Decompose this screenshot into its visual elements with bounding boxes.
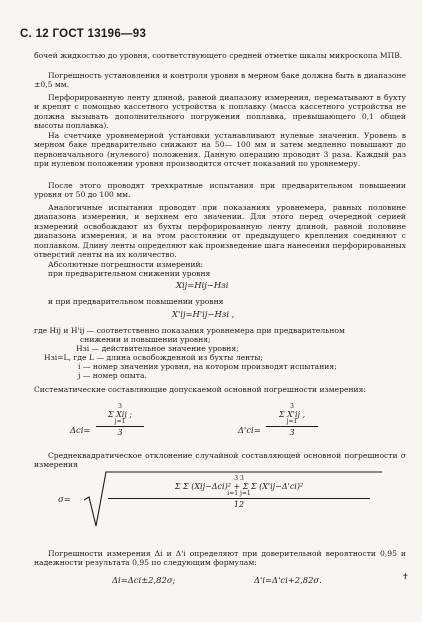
sum-upper-limit: 3: [118, 403, 122, 410]
formula-sys1-left: Δci=: [70, 425, 91, 435]
formula-xij: Xij=Hij−Hзi: [176, 280, 229, 290]
formula-xij-prime: X'ij=H'ij−Hзi ,: [172, 309, 235, 319]
definition-index-j: j — номер опыта.: [78, 371, 147, 380]
formula-sys1-sum: Σ Xij ;: [107, 410, 133, 419]
fraction-denominator: 3: [117, 428, 123, 437]
definition-tape-length: Hзi=L, где L — длина освобожденной из бухты ленты;: [44, 353, 263, 362]
formula-sigma-fraction: [108, 476, 370, 509]
sigma-upper-limits: 3 3: [234, 475, 244, 482]
paragraph-counter: На счетчике уровнемерной установки устанавливают нулевые значения. Уровень в мерном баке предварительно снижают на 50— 100 мм и затем медленно повышают до первоначального (нулевого) положения. Данную операцию проводят 3 раза. Каждый раз при нулевом положении уровня производится отсчет показаний по уровнемеру.: [34, 131, 406, 169]
sum-upper-limit: 3: [290, 403, 294, 410]
paragraph-abs-errors: Абсолютные погрешности измерений:: [48, 260, 204, 269]
paragraph-std-deviation: Среднеквадратическое отклонение случайной составляющей основной погрешности σ измерения: [34, 451, 406, 470]
formula-sigma-denominator: 12: [233, 500, 245, 509]
paragraph-continuation: бочей жидкостью до уровня, соответствующего средней отметке шкалы микроскопа МПВ.: [34, 51, 403, 60]
paragraph-raising: и при предварительном повышении уровня: [48, 297, 224, 306]
formula-sys1-fraction: [96, 404, 144, 437]
formula-result-2: Δ'i=Δ'ci+2,82σ.: [254, 575, 322, 585]
sigma-lower-limits: i=1 j=1: [227, 490, 251, 497]
paragraph-tape: Перфорированную ленту длиной, равной диапазону измерения, перематывают в бухту и крепят с помощью кассетного устройства к поплавку (масса кассетного устройства не должна вызывать дополнительного погружения поплавка, превышающего 0,1 общей высоты поплавка).: [34, 93, 406, 131]
paragraph-similar: Аналогичные испытания проводят при показаниях уровнемера, равных половине диапазона измерения, и верхнем его значении. Для этого перед очередной серией измерений освобождают из бухты перфорированную ленту длиной, равной половине диапазона измерения, и на этом расстоянии от предыдущего крепления соединяют с поплавком. Длину ленты определяют как произведение шага нанесения перфорированных отверстий ленты на их количество.: [34, 203, 406, 260]
fraction-bar: [96, 426, 144, 427]
definition-actual-level: Hзi — действительное значение уровня;: [76, 344, 239, 353]
page-header: С. 12 ГОСТ 13196—93: [20, 28, 147, 40]
paragraph-systematic: Систематические составляющие допускаемой основной погрешности измерения:: [34, 385, 366, 394]
formula-sys2-sum: Σ X'ij ,: [278, 410, 306, 419]
formula-sigma-left: σ=: [58, 494, 71, 504]
fraction-bar: [108, 498, 370, 499]
formula-sys2-left: Δ'ci=: [238, 425, 261, 435]
paragraph-raise: После этого проводят трехкратные испытания при предварительном повышении уровня от 50 до 100 мм.: [34, 181, 406, 200]
paragraph-confidence: Погрешности измерения Δi и Δ'i определяют при доверительной вероятности 0,95 и надежности результата 0,95 по следующим формулам:: [34, 549, 406, 568]
formula-result-1: Δi=Δci±2,82σ;: [112, 575, 176, 585]
formula-sys2-fraction: [266, 404, 318, 437]
fraction-bar: [266, 426, 318, 427]
sum-lower-limit: j=1: [114, 418, 126, 425]
sum-lower-limit: j=1: [286, 418, 298, 425]
paragraph-lowering: при предварительном снижении уровня: [48, 269, 211, 278]
definition-index-i: i — номер значения уровня, на котором производят испытания;: [78, 362, 337, 371]
fraction-denominator: 3: [289, 428, 295, 437]
definition-readings-cont: снижении и повышении уровня;: [80, 335, 211, 344]
formula-sigma-numerator: Σ Σ (Xij−Δci)² + Σ Σ (X'ij−Δ'ci)²: [174, 482, 304, 491]
paragraph-tolerance: Погрешность установления и контроля уровня в мерном баке должна быть в диапазоне ±0,5 мм.: [34, 71, 406, 90]
definition-readings: где Hij и H'ij — соответственно показания уровнемера при предварительном: [34, 326, 345, 335]
margin-mark: ✝: [402, 572, 409, 581]
